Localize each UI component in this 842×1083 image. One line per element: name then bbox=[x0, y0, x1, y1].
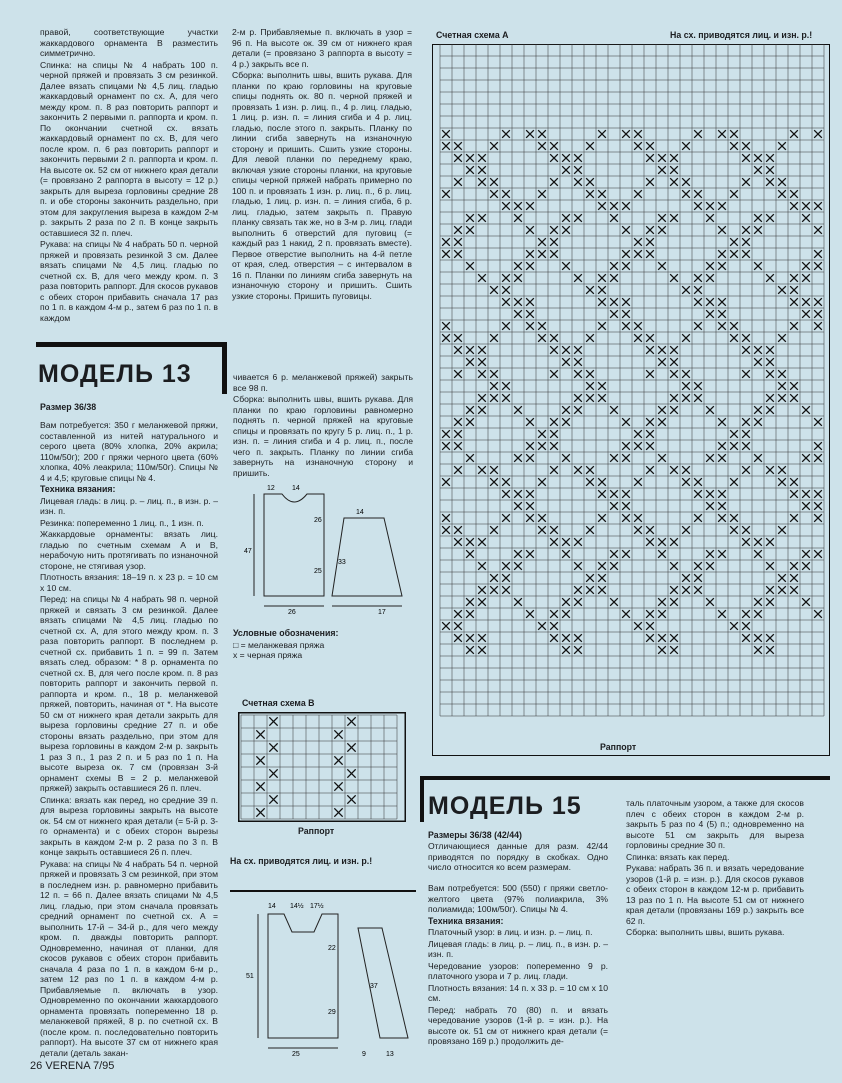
scheme-a-note: На сх. приводятся лиц. и изн. р.! bbox=[670, 30, 813, 40]
paragraph: Чередование узоров: попеременно 9 р. платочного узора и 7 р. лиц. глади. bbox=[428, 960, 608, 981]
paragraph: чивается 6 р. меланжевой пряжей) закрыть все 98 п. bbox=[233, 372, 413, 393]
dim-label: 37 bbox=[370, 983, 378, 990]
paragraph: Техника вязания: bbox=[428, 915, 504, 926]
paragraph: таль платочным узором, а также для скосов плеч с обеих сторон в каждом 2-м р. закрыть 5 раз по 4 (5) п.; одновременно на высоте 51 см закрыть для выреза горловины средние 30 п. bbox=[626, 798, 804, 850]
dim-label: 26 bbox=[288, 609, 296, 616]
model15-title: МОДЕЛЬ 15 bbox=[428, 792, 582, 820]
page-number: 26 bbox=[30, 1060, 43, 1072]
paragraph: Жаккардовые орнаменты: вязать лиц. гладью по счетным схемам А и В, нерабочую нить протягивать по изнаночной стороне, не стягивая узор. bbox=[40, 529, 218, 571]
dim-label: 14½ bbox=[290, 903, 304, 910]
dim-label: 14 bbox=[268, 903, 276, 910]
scheme-a-title: Счетная схема А bbox=[436, 30, 509, 40]
dim-label: 26 bbox=[314, 517, 322, 524]
scheme-b-rapport-label: Раппорт bbox=[298, 826, 335, 836]
model15-text bbox=[428, 883, 608, 1048]
legend-item: □ = меланжевая пряжа bbox=[233, 640, 325, 650]
model13-text bbox=[40, 420, 218, 1070]
dim-label: 9 bbox=[362, 1051, 366, 1058]
scheme-b-grid bbox=[238, 712, 406, 822]
col2-top-text bbox=[232, 27, 412, 302]
dim-label: 47 bbox=[244, 548, 252, 555]
scheme-a-rapport-label: Раппорт bbox=[600, 742, 637, 752]
dim-label: 14 bbox=[356, 509, 364, 516]
dim-label: 12 bbox=[267, 485, 275, 492]
divider bbox=[230, 890, 416, 892]
legend-item: x = черная пряжа bbox=[233, 650, 303, 660]
paragraph: Перед: на спицы № 4 набрать 98 п. черной пряжей и связать 3 см резинкой. Далее вязать спицами № 4,5 лиц. гладью по счетной сх. А, для этого между кром. п. 3 раза повторить раппорт. В последнем р. счетной сх. прибавить 1 п. = 99 п. Затем вязать след. образом: * 8 р. орнамента по счетной сх. В, для чего после кром. п. 8 раз повторить раппорт и закончить первой п. раппорта и кром. п., 18 р. меланжевой пряжей, повторить, начиная от *. На высоте 50 см от нижнего края детали закрыть для выреза горловины средние 27 п. и обе стороны вязать раздельно, при этом для выреза горловины в каждом 2-м р. закрыть 1 раз 3 п., 1 раз 2 п. и 5 раз по 1 п. На высоте выреза ок. 7 см (провязан 3-й орнамент схемы В = 2 р. меланжевой пряжей) закрыть оставшиеся 26 п. плеч. bbox=[40, 594, 218, 793]
paragraph: правой, соответствующие участки жаккардового орнамента В разместить симметрично. bbox=[40, 27, 218, 58]
paragraph: Техника вязания: bbox=[40, 484, 116, 494]
paragraph: Рукава: на спицы № 4 набрать 54 п. черной пряжей и провязать 3 см резинкой, при этом в последнем изн. р. равномерно прибавить 12 п. = 66 п. Далее вязать спицами № 4,5 лиц. гладью, при этом сначала провязать средний орнамент по счетной сх. А = выполнить 17-й – 34-й р., для чего между кром. п. дважды повторить раппорт. Одновременно, начиная от планки, для скосов рукавов с обеих сторон прибавить сначала 4 раза по 1 п. в каждом 6-м р., затем 12 раз по 1 п. в каждом 4-м р. Прибавляемые п. включать в узор. Одновременно по окончании жаккардового орнамента провязать попеременно 18 р. меланжевой пряжей, 8 р. по счетной сх. В (после кром. п. последовательно повторить раппорт). На высоте 37 см от нижнего края детали (деталь закан- bbox=[40, 858, 218, 1058]
paragraph: 2-м р. Прибавляемые п. включать в узор = 96 п. На высоте ок. 39 см от нижнего края детали (= провязано 3 раппорта в высоту = 4 р.) закрыть все п. bbox=[232, 27, 412, 69]
magazine-issue: VERENA 7/95 bbox=[45, 1060, 115, 1072]
model13-rule-vertical bbox=[222, 342, 227, 394]
col1-top-text bbox=[40, 27, 218, 324]
paragraph: Вам потребуется: 500 (550) г пряжи светло-желтого цвета (97% полиакрила, 3% полиамида; 100м/50г). Спицы № 4. bbox=[428, 883, 608, 914]
dim-label: 25 bbox=[314, 568, 322, 575]
paragraph: Сборка: выполнить швы, вшить рукава. Для планки по краю горловины на круговые спицы поднять ок. 80 п. черной пряжей и провязать 1 изн. р. лиц. п., 4 р. лиц. гладью, 1 лиц. р. изн. п. = линия сгиба и 4 р. лиц. гладью, после этого п. закрыть. Планку по линии сгиба завернуть на изнаночную сторону и пришить. Сшить узкие стороны. Для левой планки по переднему краю, включая узкие стороны планки, на круговые спицы черной пряжей набрать примерно по 100 п. и провязать 1 изн. р. лиц. п., 6 р. лиц. гладью, 1 лиц. р. изн. п. = линия сгиба, 6 р. лиц. гладью, затем закрыть п. Правую планку связать так же, но в 3-м р. лиц. глади выполнить 6 отверстий для пуговиц (= каждый раз 1 накид, 2 п. провязать вместе). Первое отверстие выполнить на 4-й петле от края, след. отверстия – с интервалом в 16 п. Планки по линиям сгиба завернуть на изнаночную сторону и пришить. Сшить узкие стороны. Пришить пуговицы. bbox=[232, 70, 412, 301]
dim-label: 51 bbox=[246, 973, 254, 980]
paragraph: Лицевая гладь: в лиц. р. – лиц. п., в изн. р. – изн. п. bbox=[40, 495, 218, 516]
paragraph: Спинка: вязать как перед, но средние 39 п. для выреза горловины закрыть на высоте ок. 54 см от нижнего края детали (= 5-й р. 3-го орнамента) и с обеих сторон вырезы закрыть в каждом 2-м р. 2 раза по 3 п. В конце закрыть оставшиеся 26 п. плеч. bbox=[40, 794, 218, 857]
scheme-b-note: На сх. приводятся лиц. и изн. р.! bbox=[230, 856, 373, 866]
dim-label: 17 bbox=[378, 609, 386, 616]
model13-rule-top bbox=[36, 342, 224, 347]
paragraph: Лицевая гладь: в лиц. р. – лиц. п., в изн. р. – изн. п. bbox=[428, 938, 608, 959]
model15-rule-top bbox=[420, 776, 830, 780]
dim-label: 33 bbox=[338, 559, 346, 566]
paragraph: Плотность вязания: 18–19 п. х 23 р. = 10 см х 10 см. bbox=[40, 572, 218, 593]
garment-schema-1 bbox=[232, 478, 412, 618]
dim-label: 22 bbox=[328, 945, 336, 952]
paragraph: Спинка: на спицы № 4 набрать 100 п. черной пряжей и провязать 3 см резинкой. Далее вязать спицами № 4,5 лиц. гладью жаккардовый орнамент по сх. А, для чего между кром. п. 8 раз повторить раппорт и закончить 2 первыми п. раппорта и кром. п. По окончании счетной сх. вязать жаккардовый орнамент по сх. В, для чего после кром. п. 6 раз повторить раппорт и закончить первыми 2 п. раппорта и кром. п. На высоте ок. 52 см от нижнего края детали (= провязано 2 раппорта в высоту = 12 р.) закрыть для выреза горловины средние 28 п. и обе стороны закончить раздельно, при этом для закругления выреза в каждом 2-м р. закрыть 2 раза по 2 п. В конце закрыть оставшиеся 32 п. плеч. bbox=[40, 59, 218, 238]
model15-rule-vertical bbox=[420, 776, 424, 822]
paragraph: Сборка: выполнить швы, вшить рукава. bbox=[626, 927, 785, 937]
dim-label: 14 bbox=[292, 485, 300, 492]
model13-size: Размер 36/38 bbox=[40, 402, 97, 412]
dim-label: 25 bbox=[292, 1051, 300, 1058]
legend-title: Условные обозначения: bbox=[233, 628, 339, 638]
dim-label: 13 bbox=[386, 1051, 394, 1058]
scheme-b-title: Счетная схема В bbox=[242, 698, 315, 708]
paragraph: Вам потребуется: 350 г меланжевой пряжи, составленной из нитей натурального и серого цвета (80% хлопка, 20% акрила; 110м/50г); 200 г пряжи черного цвета (60% хлопка, 40% леакрила; 110м/50г). Спицы № 4 и 4,5; круговые спицы № 4. bbox=[40, 420, 218, 483]
scheme-a-grid bbox=[432, 44, 830, 756]
page-footer bbox=[30, 1060, 114, 1072]
model15-col2-text bbox=[626, 798, 804, 939]
model15-intro: Отличающиеся данные для разм. 42/44 приводятся по порядку в скобках. Одно число относится ко всем размерам. bbox=[428, 841, 608, 872]
paragraph: Перед: набрать 70 (80) п. и вязать чередование узоров (1-й р. = изн. р.). На высоте ок. 51 см от нижнего края детали (= провязано 169 р.) продолжить де- bbox=[428, 1004, 608, 1046]
paragraph: Рукава: на спицы № 4 набрать 50 п. черной пряжей и провязать резинкой 3 см. Далее вязать спицами № 4,5 лиц. гладью по счетной сх. В, для чего между кром. п. 3 раза повторить раппорт. Для скосов рукавов с обеих сторон прибавить сначала 17 раз по 1 п. в каждом 4-м р., затем 6 раз по 1 п. в каждом bbox=[40, 239, 218, 323]
paragraph: Платочный узор: в лиц. и изн. р. – лиц. п. bbox=[428, 927, 593, 937]
dim-label: 29 bbox=[328, 1009, 336, 1016]
model13-title: МОДЕЛЬ 13 bbox=[38, 360, 192, 388]
dim-label: 17½ bbox=[310, 903, 324, 910]
paragraph: Резинка: попеременно 1 лиц. п., 1 изн. п. bbox=[40, 517, 204, 528]
paragraph: Плотность вязания: 14 п. х 33 р. = 10 см х 10 см. bbox=[428, 982, 608, 1003]
paragraph: Сборка: выполнить швы, вшить рукава. Для планки по краю горловины равномерно поднять п. черной пряжей на круговые спицы и провязать по кругу 5 р. лиц. п., 1 р. изн. п. = линия сгиба и 4 р. лиц. п., после чего п. закрыть. Планку по линии сгиба завернуть на изнаночную сторону и пришить. bbox=[233, 394, 413, 478]
paragraph: Рукава: набрать 36 п. и вязать чередование узоров (1-й р. = изн. р.). Для скосов рукавов с обеих сторон в каждом 12-м р. прибавить 13 раз по 1 п. На высоте 51 см от нижнего края детали (провязаны 169 р.) закрыть все 62 п. bbox=[626, 863, 804, 926]
model15-size: Размеры 36/38 (42/44) bbox=[428, 830, 522, 840]
garment-schema-2 bbox=[230, 898, 416, 1058]
paragraph: Спинка: вязать как перед. bbox=[626, 851, 730, 862]
model13-col2-text bbox=[233, 372, 413, 479]
